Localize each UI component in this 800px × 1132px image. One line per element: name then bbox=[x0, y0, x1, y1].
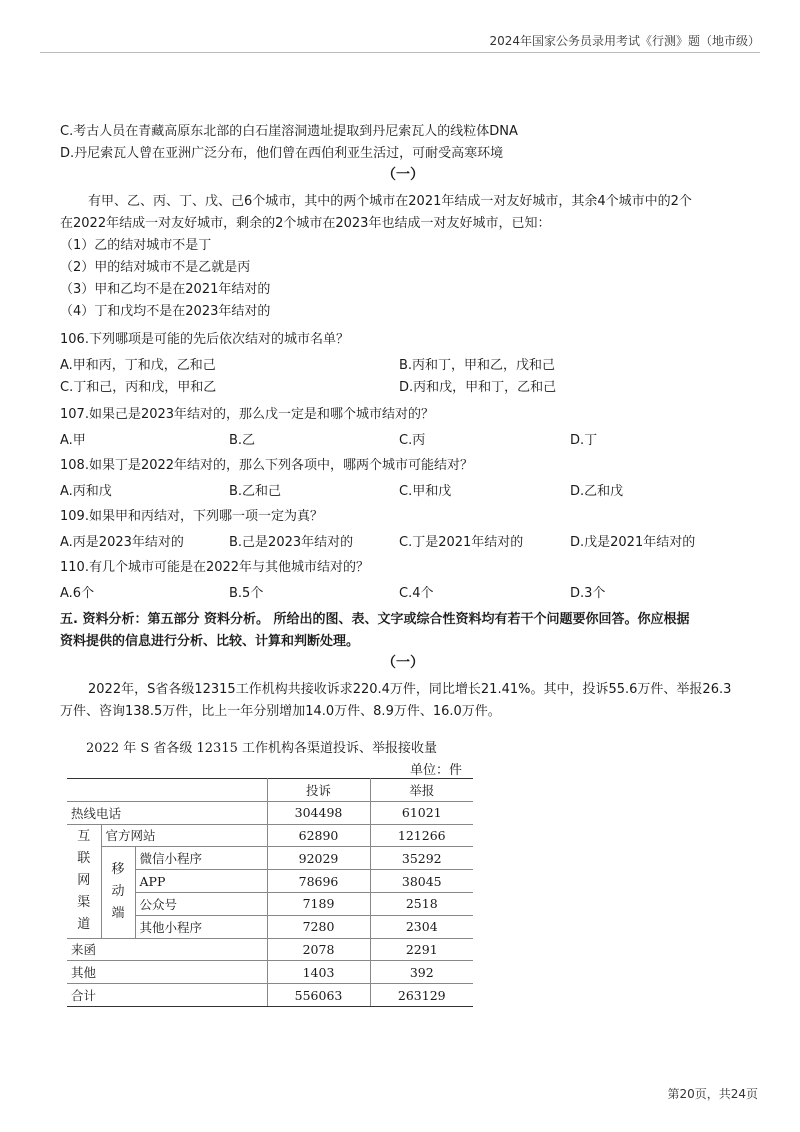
cell-app-report: 38045 bbox=[370, 870, 473, 893]
question-107-option-c: C.丙 bbox=[399, 433, 426, 448]
question-108-option-b: B.乙和己 bbox=[229, 484, 282, 499]
question-107-option-a: A.甲 bbox=[60, 433, 86, 448]
running-header: 2024年国家公务员录用考试《行测》题（地市级） bbox=[489, 34, 760, 48]
prev-option-d: D.丹尼索瓦人曾在亚洲广泛分布，他们曾在西伯利亚生活过，可耐受高寒环境 bbox=[60, 146, 504, 161]
question-108-stem: 108.如果丁是2022年结对的，那么下列各项中，哪两个城市可能结对？ bbox=[60, 458, 474, 473]
question-107-stem: 107.如果己是2023年结对的，那么戊一定是和哪个城市结对的？ bbox=[60, 407, 435, 422]
complaints-table bbox=[67, 778, 473, 1007]
cell-other-mini-complaint: 7280 bbox=[267, 915, 370, 938]
cell-public-account-report: 2518 bbox=[370, 892, 473, 915]
question-109-option-b: B.己是2023年结对的 bbox=[229, 535, 354, 550]
section-5-title-line-1: 五. 资料分析：第五部分 资料分析。 所给出的图、表、文字或综合性资料均有若干个问题要你回答。你应根据 bbox=[60, 612, 690, 627]
condition-1: （1）乙的结对城市不是丁 bbox=[60, 238, 212, 253]
data-paragraph-line-1: 2022年，S省各级12315工作机构共接收诉求220.4万件，同比增长21.41%。其中，投诉55.6万件、举报26.3 bbox=[88, 682, 732, 697]
condition-4: （4）丁和戊均不是在2023年结对的 bbox=[60, 304, 271, 319]
question-110-stem: 110.有几个城市可能是在2022年与其他城市结对的？ bbox=[60, 560, 370, 575]
cell-wechat-report: 35292 bbox=[370, 847, 473, 870]
prev-option-c: C.考古人员在青藏高原东北部的白石崖溶洞遗址提取到丹尼索瓦人的线粒体DNA bbox=[60, 124, 518, 139]
col-header-complaint: 投诉 bbox=[267, 779, 370, 802]
table-header-row bbox=[67, 779, 473, 802]
question-108-option-c: C.甲和戊 bbox=[399, 484, 452, 499]
cell-app-complaint: 78696 bbox=[267, 870, 370, 893]
section-5-title-line-2: 资料提供的信息进行分析、比较、计算和判断处理。 bbox=[60, 634, 360, 649]
question-106-stem: 106.下列哪项是可能的先后依次结对的城市名单？ bbox=[60, 332, 349, 347]
header-divider bbox=[40, 52, 760, 53]
question-109-option-d: D.戊是2021年结对的 bbox=[570, 535, 696, 550]
group-label-mobile-text: 移 动 端 bbox=[111, 862, 125, 922]
data-subtitle: （一） bbox=[382, 655, 424, 671]
question-106-option-b: B.丙和丁，甲和乙，戊和己 bbox=[399, 358, 556, 373]
col-header-report: 举报 bbox=[370, 779, 473, 802]
page-number: 第20页，共24页 bbox=[667, 1087, 758, 1101]
cell-hotline-report: 61021 bbox=[370, 801, 473, 824]
logic-intro-line-1: 有甲、乙、丙、丁、戊、己6个城市，其中的两个城市在2021年结成一对友好城市，其余4个城市中的2个 bbox=[88, 194, 692, 209]
cell-total-report: 263129 bbox=[370, 984, 473, 1007]
data-paragraph-line-2: 万件、咨询138.5万件，比上一年分别增加14.0万件、8.9万件、16.0万件。 bbox=[60, 704, 501, 719]
table-corner-cell bbox=[67, 779, 267, 802]
cell-others-report: 392 bbox=[370, 961, 473, 984]
question-110-option-a: A.6个 bbox=[60, 586, 95, 601]
condition-2: （2）甲的结对城市不是乙就是丙 bbox=[60, 260, 251, 275]
row-label-wechat: 微信小程序 bbox=[135, 847, 267, 870]
question-110-option-d: D.3个 bbox=[570, 586, 606, 601]
row-label-letter: 来函 bbox=[67, 938, 267, 961]
row-label-website: 官方网站 bbox=[101, 824, 267, 847]
cell-others-complaint: 1403 bbox=[267, 961, 370, 984]
row-label-hotline: 热线电话 bbox=[67, 801, 267, 824]
group-label-internet bbox=[67, 824, 101, 938]
question-109-stem: 109.如果甲和丙结对，下列哪一项一定为真？ bbox=[60, 509, 323, 524]
question-109-option-a: A.丙是2023年结对的 bbox=[60, 535, 184, 550]
cell-other-mini-report: 2304 bbox=[370, 915, 473, 938]
question-106-option-a: A.甲和丙，丁和戊，乙和己 bbox=[60, 358, 216, 373]
row-label-other-mini: 其他小程序 bbox=[135, 915, 267, 938]
question-107-option-d: D.丁 bbox=[570, 433, 598, 448]
group-label-internet-text: 互 联 网 渠 道 bbox=[77, 829, 91, 933]
question-108-option-d: D.乙和戊 bbox=[570, 484, 624, 499]
row-label-others: 其他 bbox=[67, 961, 267, 984]
cell-letter-complaint: 2078 bbox=[267, 938, 370, 961]
table-unit: 单位：件 bbox=[410, 763, 463, 778]
logic-intro-line-2: 在2022年结成一对友好城市，剩余的2个城市在2023年也结成一对友好城市，已知： bbox=[60, 216, 551, 231]
table-caption: 2022 年 S 省各级 12315 工作机构各渠道投诉、举报接收量 bbox=[86, 741, 438, 756]
condition-3: （3）甲和乙均不是在2021年结对的 bbox=[60, 282, 271, 297]
question-110-option-b: B.5个 bbox=[229, 586, 264, 601]
cell-public-account-complaint: 7189 bbox=[267, 892, 370, 915]
logic-subtitle: （一） bbox=[382, 167, 424, 183]
cell-website-report: 121266 bbox=[370, 824, 473, 847]
question-110-option-c: C.4个 bbox=[399, 586, 434, 601]
table-row bbox=[67, 961, 473, 984]
cell-website-complaint: 62890 bbox=[267, 824, 370, 847]
question-109-option-c: C.丁是2021年结对的 bbox=[399, 535, 524, 550]
group-label-mobile bbox=[101, 847, 135, 938]
table-total-row bbox=[67, 984, 473, 1007]
cell-total-complaint: 556063 bbox=[267, 984, 370, 1007]
question-106-option-d: D.丙和戊，甲和丁，乙和己 bbox=[399, 380, 557, 395]
table-row bbox=[67, 801, 473, 824]
cell-letter-report: 2291 bbox=[370, 938, 473, 961]
question-106-option-c: C.丁和己，丙和戊，甲和乙 bbox=[60, 380, 217, 395]
row-label-public-account: 公众号 bbox=[135, 892, 267, 915]
table-row bbox=[67, 938, 473, 961]
cell-hotline-complaint: 304498 bbox=[267, 801, 370, 824]
cell-wechat-complaint: 92029 bbox=[267, 847, 370, 870]
question-108-option-a: A.丙和戊 bbox=[60, 484, 112, 499]
question-107-option-b: B.乙 bbox=[229, 433, 256, 448]
table-row bbox=[67, 847, 473, 870]
table-row bbox=[67, 824, 473, 847]
row-label-total: 合计 bbox=[67, 984, 267, 1007]
row-label-app: APP bbox=[135, 870, 267, 893]
